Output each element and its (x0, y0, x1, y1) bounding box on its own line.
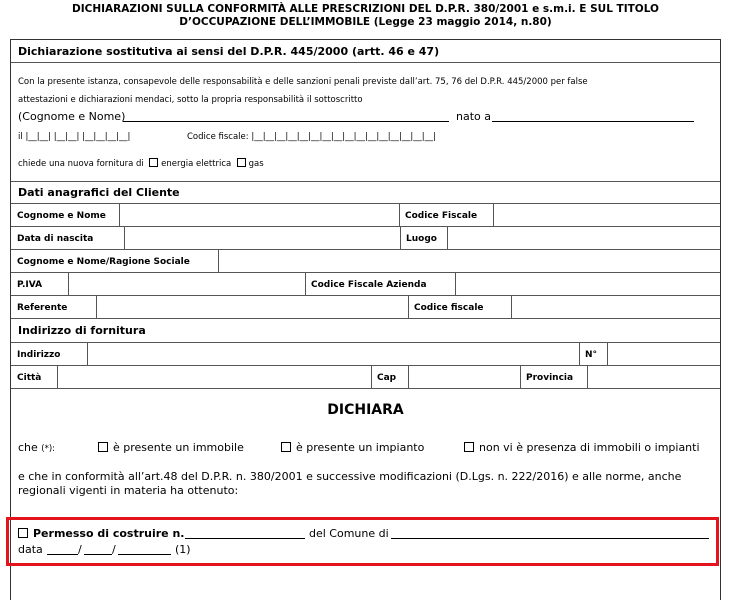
nessuno-checkbox[interactable] (464, 442, 474, 452)
dichiara-text-1: e che in conformità all’art.48 del D.P.R. n. 380/2001 e successive modificazioni (D.Lgs. n. 222/2016) e alle norme, anche (18, 470, 682, 483)
numero-label: N° (585, 349, 598, 360)
declaration-title: Dichiarazione sostitutiva ai sensi del D.P.R. 445/2000 (artt. 46 e 47) (18, 45, 440, 58)
client-row-2 (11, 226, 720, 250)
comune-label: del Comune di (309, 527, 389, 540)
client-title-row (11, 181, 720, 204)
energy-checkbox[interactable] (149, 158, 158, 167)
cell-divider (493, 204, 494, 227)
cap-label: Cap (377, 372, 397, 383)
name-input-line[interactable] (123, 121, 449, 122)
client-section-title: Dati anagrafici del Cliente (18, 186, 180, 199)
dichiara-text-2: regionali vigenti in materia ha ottenuto: (18, 484, 239, 497)
date-label: data (18, 543, 43, 556)
title-line-1: DICHIARAZIONI SULLA CONFORMITÀ ALLE PRESCRIZIONI DEL D.P.R. 380/2001 e s.m.i. E SUL TITOLO (72, 3, 659, 15)
cf-label: Codice fiscale: (187, 132, 249, 142)
form-frame (10, 39, 721, 600)
address-title-row (11, 318, 720, 343)
supply-row (18, 158, 264, 169)
client-row-3 (11, 249, 720, 273)
cf-row (187, 132, 436, 142)
birthplace-input-line[interactable] (492, 121, 694, 122)
cell-divider (96, 296, 97, 319)
title-line-2: D’OCCUPAZIONE DELL’IMMOBILE (Legge 23 maggio 2014, n.80) (179, 16, 552, 28)
permesso-label: Permesso di costruire n. (33, 527, 185, 540)
cell-divider (124, 227, 125, 250)
nessuno-label: non vi è presenza di immobili o impianti (479, 441, 700, 454)
gas-checkbox[interactable] (237, 158, 246, 167)
cell-divider (57, 366, 58, 389)
data-nascita-label: Data di nascita (17, 233, 94, 244)
born-label: nato a (456, 110, 491, 123)
supply-text: chiede una nuova fornitura di (18, 159, 144, 169)
date-prefix: il (18, 132, 23, 142)
cell-divider (119, 204, 120, 227)
birthdate-row (18, 132, 130, 142)
cf-azienda-label: Codice Fiscale Azienda (311, 279, 427, 290)
address-row-2 (11, 365, 720, 389)
provincia-label: Provincia (526, 372, 574, 383)
immobile-checkbox[interactable] (98, 442, 108, 452)
date-sep: / (78, 543, 82, 556)
ragione-sociale-label: Cognome e Nome/Ragione Sociale (17, 256, 190, 267)
cell-divider (408, 366, 409, 389)
dichiara-title: DICHIARA (327, 402, 404, 418)
footnote-ref: (1) (175, 543, 191, 556)
immobile-label: è presente un immobile (113, 441, 244, 454)
option-immobile (98, 441, 244, 454)
client-row-4 (11, 272, 720, 296)
cf-referente-label: Codice fiscale (414, 302, 484, 313)
highlight-box (6, 517, 719, 566)
option-impianto (281, 441, 424, 454)
codice-fiscale-label: Codice Fiscale (405, 210, 478, 221)
declaration-text-1: Con la presente istanza, consapevole delle responsabilità e delle sanzioni penali previste dall’art. 75, 76 del D.P.R. 445/2000 per false (18, 77, 588, 87)
cell-divider (607, 343, 608, 366)
cell-divider (218, 250, 219, 273)
divider (11, 388, 720, 389)
cell-divider (511, 296, 512, 319)
cell-divider (68, 273, 69, 296)
gas-label: gas (248, 159, 264, 169)
cell-divider (455, 273, 456, 296)
date-sep: / (112, 543, 116, 556)
cell-divider (587, 366, 588, 389)
che-label: che (18, 441, 38, 454)
piva-label: P.IVA (17, 279, 43, 290)
referente-label: Referente (17, 302, 68, 313)
document-title (0, 3, 731, 29)
address-row-1 (11, 342, 720, 366)
impianto-checkbox[interactable] (281, 442, 291, 452)
asterisk-note: (*): (41, 444, 56, 454)
divider (11, 62, 720, 63)
energy-label: energia elettrica (161, 159, 232, 169)
che-row (18, 441, 55, 454)
name-label: (Cognome e Nome) (18, 110, 126, 123)
address-section-title: Indirizzo di fornitura (18, 324, 146, 337)
option-nessuno (464, 441, 700, 454)
cognome-nome-label: Cognome e Nome (17, 210, 106, 221)
client-row-1 (11, 203, 720, 227)
luogo-label: Luogo (406, 233, 437, 244)
client-row-5 (11, 295, 720, 319)
cell-divider (87, 343, 88, 366)
indirizzo-label: Indirizzo (17, 349, 61, 360)
cf-slots[interactable]: |__|__|__|__|__|__|__|__|__|__|__|__|__|__|__|__| (251, 132, 437, 142)
cell-divider (447, 227, 448, 250)
impianto-label: è presente un impianto (296, 441, 425, 454)
citta-label: Città (17, 372, 42, 383)
declaration-text-2: attestazioni e dichiarazioni mendaci, sotto la propria responsabilità il sottoscritto (18, 95, 363, 105)
birthdate-slots[interactable]: |__|__| |__|__| |__|__|__|__| (25, 132, 131, 142)
